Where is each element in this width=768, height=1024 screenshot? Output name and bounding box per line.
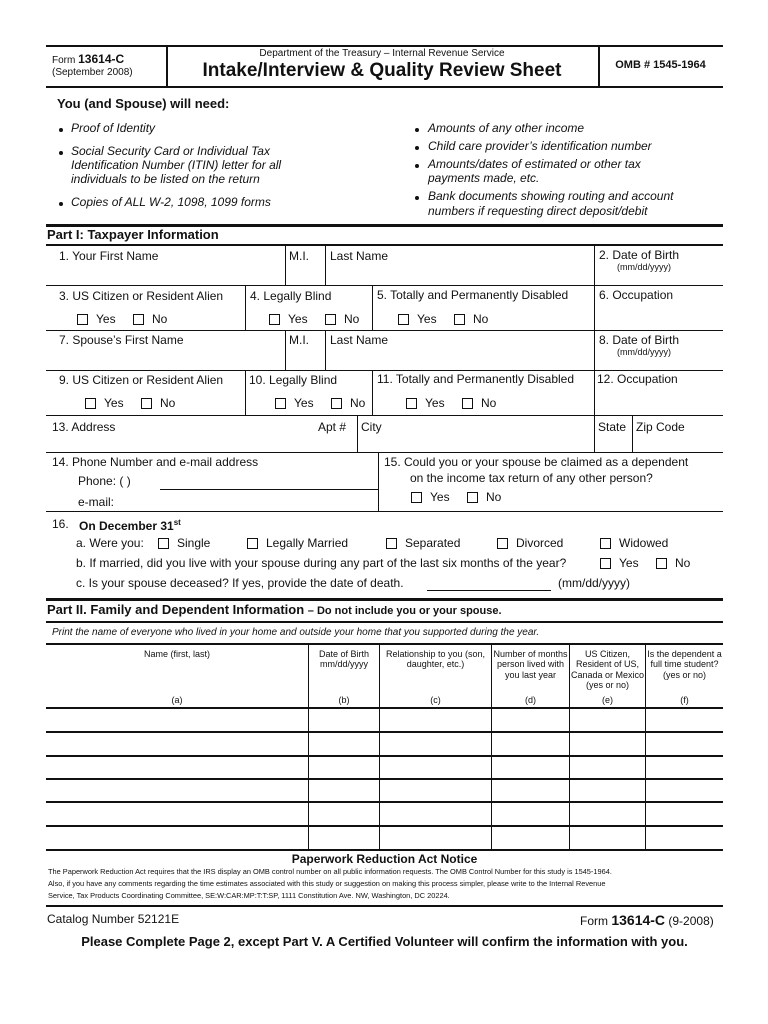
dependent-question: 15. Could you or your spouse be claimed as a dependent	[384, 455, 689, 469]
state-field[interactable]: State	[598, 420, 627, 434]
dependent-question-cont: on the income tax return of any other person?	[410, 471, 653, 485]
footer-instruction: Please Complete Page 2, except Part V. A Certified Volunteer will confirm the information with you.	[81, 934, 688, 949]
apt-field[interactable]: Apt #	[318, 420, 347, 434]
column-letter: (f)	[680, 695, 689, 705]
column-header-months: Number of months person lived with you last year	[493, 649, 568, 680]
column-letter: (e)	[602, 695, 613, 705]
disabled-no-checkbox[interactable]	[454, 314, 465, 325]
last-name-field[interactable]: Last Name	[330, 249, 389, 263]
date-format-label: (mm/dd/yyyy)	[558, 576, 630, 590]
bullet-icon	[59, 202, 63, 206]
occupation-field[interactable]: 6. Occupation	[599, 288, 674, 302]
spouse-deceased-question: c. Is your spouse deceased? If yes, provide the date of death.	[76, 576, 404, 590]
column-letter: (d)	[525, 695, 536, 705]
bullet-icon	[415, 146, 419, 150]
spouse-citizen-yes-checkbox[interactable]	[85, 398, 96, 409]
divorced-checkbox[interactable]	[497, 538, 508, 549]
citizen-no-checkbox[interactable]	[133, 314, 144, 325]
need-item: payments made, etc.	[428, 171, 540, 185]
spouse-occupation-field[interactable]: 12. Occupation	[597, 372, 678, 386]
citizen-field: 3. US Citizen or Resident Alien	[59, 289, 224, 303]
spouse-date-of-birth-field[interactable]: 8. Date of Birth	[599, 333, 680, 347]
blind-yes-checkbox[interactable]	[269, 314, 280, 325]
spouse-middle-initial-field[interactable]: M.I.	[289, 333, 309, 347]
need-item: numbers if requesting direct deposit/debit	[428, 204, 648, 218]
widowed-label: Widowed	[619, 536, 669, 550]
question-16-title: On December 31st	[79, 518, 181, 533]
spouse-citizen-field: 9. US Citizen or Resident Alien	[59, 373, 224, 387]
form-date: (September 2008)	[52, 67, 133, 78]
table-row[interactable]	[46, 803, 723, 825]
question-16-number: 16.	[52, 517, 69, 531]
first-name-field[interactable]: 1. Your First Name	[59, 249, 159, 263]
table-row[interactable]	[46, 827, 723, 849]
column-header-student: Is the dependent a full time student? (yes or no)	[647, 649, 722, 680]
paperwork-text: The Paperwork Reduction Act requires that the IRS display an OMB control number on all public information requests. The OMB Control Number for this study is 1545-1964.	[48, 867, 612, 876]
table-row[interactable]	[46, 780, 723, 801]
spouse-last-name-field[interactable]: Last Name	[330, 333, 389, 347]
spouse-disabled-field: 11. Totally and Permanently Disabled	[377, 372, 575, 386]
yes-label: Yes	[430, 490, 450, 504]
yes-label: Yes	[96, 312, 116, 326]
spouse-blind-yes-checkbox[interactable]	[275, 398, 286, 409]
address-field[interactable]: 13. Address	[52, 420, 116, 434]
no-label: No	[152, 312, 168, 326]
bullet-icon	[415, 196, 419, 200]
column-letter: (a)	[171, 695, 183, 705]
married-label: Legally Married	[266, 536, 349, 550]
dependent-no-checkbox[interactable]	[467, 492, 478, 503]
omb-number: OMB # 1545-1964	[615, 59, 706, 71]
no-label: No	[344, 312, 360, 326]
no-label: No	[486, 490, 502, 504]
lived-with-spouse-yes-checkbox[interactable]	[600, 558, 611, 569]
column-header-name: Name (first, last)	[143, 649, 210, 659]
yes-label: Yes	[288, 312, 308, 326]
table-row[interactable]	[46, 757, 723, 778]
part-2-title: Part II. Family and Dependent Information – Do not include you or your spouse.	[47, 602, 502, 617]
no-label: No	[675, 556, 691, 570]
married-checkbox[interactable]	[247, 538, 258, 549]
column-header-dob: Date of Birth mm/dd/yyyy	[318, 649, 370, 670]
spouse-disabled-no-checkbox[interactable]	[462, 398, 473, 409]
middle-initial-field[interactable]: M.I.	[289, 249, 309, 263]
part-1-title: Part I: Taxpayer Information	[47, 227, 219, 242]
zip-code-field[interactable]: Zip Code	[636, 420, 685, 434]
need-item: Social Security Card or Individual Tax	[71, 144, 270, 158]
dob-format-label: (mm/dd/yyyy)	[617, 262, 671, 272]
bullet-icon	[415, 128, 419, 132]
need-item: Amounts of any other income	[428, 121, 585, 135]
separated-label: Separated	[405, 536, 461, 550]
yes-label: Yes	[417, 312, 437, 326]
requirements-heading: You (and Spouse) will need:	[57, 96, 230, 111]
separated-checkbox[interactable]	[386, 538, 397, 549]
citizen-yes-checkbox[interactable]	[77, 314, 88, 325]
no-label: No	[481, 396, 497, 410]
single-checkbox[interactable]	[158, 538, 169, 549]
lived-with-spouse-no-checkbox[interactable]	[656, 558, 667, 569]
need-item: Child care provider’s identification number	[428, 139, 652, 153]
department-label: Department of the Treasury – Internal Revenue Service	[259, 48, 505, 59]
yes-label: Yes	[294, 396, 314, 410]
form-title: Intake/Interview & Quality Review Sheet	[202, 60, 562, 81]
catalog-number: Catalog Number 52121E	[47, 912, 180, 926]
part-2-instruction: Print the name of everyone who lived in your home and outside your home that you supported during the year.	[52, 627, 540, 638]
paperwork-text: Also, if you have any comments regarding the time estimates associated with this study or suggestion on making this process simpler, please write to the Internal Revenue	[48, 879, 606, 888]
bullet-icon	[415, 164, 419, 168]
column-header-relationship: Relationship to you (son, daughter, etc.)	[385, 649, 486, 670]
no-label: No	[160, 396, 176, 410]
spouse-first-name-field[interactable]: 7. Spouse’s First Name	[59, 333, 184, 347]
need-item: Copies of ALL W-2, 1098, 1099 forms	[71, 195, 271, 209]
date-of-birth-field[interactable]: 2. Date of Birth	[599, 248, 680, 262]
phone-field[interactable]: Phone: ( )	[78, 474, 131, 488]
yes-label: Yes	[425, 396, 445, 410]
spouse-citizen-no-checkbox[interactable]	[141, 398, 152, 409]
disabled-field: 5. Totally and Permanently Disabled	[377, 288, 569, 302]
need-item: Bank documents showing routing and account	[428, 189, 674, 203]
spouse-blind-no-checkbox[interactable]	[331, 398, 342, 409]
no-label: No	[473, 312, 489, 326]
column-header-citizen: US Citizen, Resident of US, Canada or Mexico (yes or no)	[570, 649, 645, 691]
phone-email-label: 14. Phone Number and e-mail address	[52, 455, 259, 469]
no-label: No	[350, 396, 366, 410]
blind-no-checkbox[interactable]	[325, 314, 336, 325]
table-row[interactable]	[46, 709, 723, 731]
need-item: Identification Number (ITIN) letter for all	[71, 158, 282, 172]
need-item: Amounts/dates of estimated or other tax	[428, 157, 641, 171]
form-number-label: Form 13614-C	[52, 52, 125, 66]
footer-form-number: Form 13614-C (9-2008)	[580, 912, 714, 928]
column-letter: (c)	[430, 695, 441, 705]
dependent-yes-checkbox[interactable]	[411, 492, 422, 503]
lived-with-spouse-question: b. If married, did you live with your spouse during any part of the last six months of the year?	[76, 556, 567, 570]
dob-format-label: (mm/dd/yyyy)	[617, 347, 671, 357]
legally-blind-field: 4. Legally Blind	[250, 289, 332, 303]
yes-label: Yes	[104, 396, 124, 410]
paperwork-text: Service, Tax Products Coordinating Committee, SE:W:CAR:MP:T:T:SP, 1111 Constitution Ave. NW, Washington, DC 20224.	[48, 891, 450, 900]
marital-status-label: a. Were you:	[76, 536, 144, 550]
bullet-icon	[59, 128, 63, 132]
spouse-legally-blind-field: 10. Legally Blind	[249, 373, 338, 387]
widowed-checkbox[interactable]	[600, 538, 611, 549]
yes-label: Yes	[619, 556, 639, 570]
email-field[interactable]: e-mail:	[78, 495, 115, 509]
disabled-yes-checkbox[interactable]	[398, 314, 409, 325]
column-letter: (b)	[338, 695, 350, 705]
need-item: Proof of Identity	[71, 121, 156, 135]
city-field[interactable]: City	[361, 420, 382, 434]
bullet-icon	[59, 151, 63, 155]
need-item: individuals to be listed on the return	[71, 172, 260, 186]
divorced-label: Divorced	[516, 536, 564, 550]
single-label: Single	[177, 536, 211, 550]
date-of-death-field[interactable]	[427, 590, 551, 591]
table-row[interactable]	[46, 733, 723, 755]
paperwork-title: Paperwork Reduction Act Notice	[291, 852, 478, 866]
spouse-disabled-yes-checkbox[interactable]	[406, 398, 417, 409]
